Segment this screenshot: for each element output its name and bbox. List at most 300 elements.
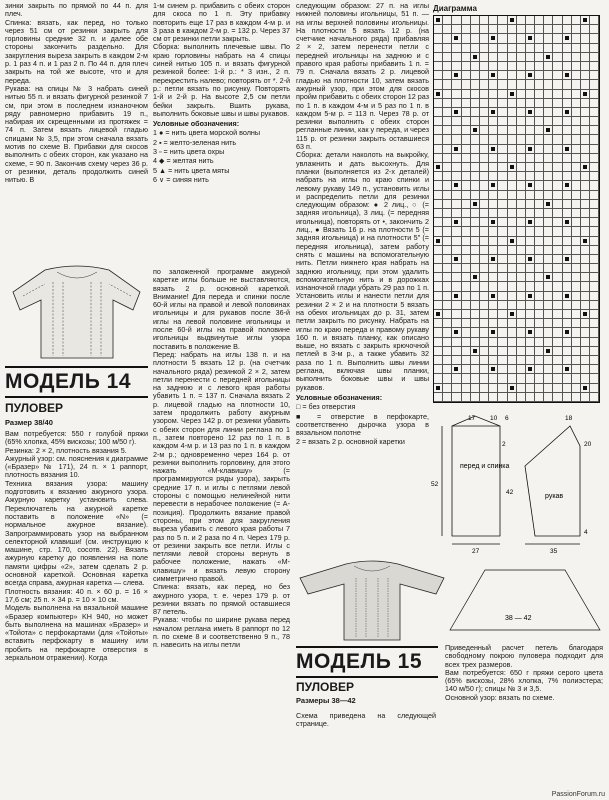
diagram-cell — [563, 16, 572, 25]
diagram-cell — [526, 163, 535, 172]
diagram-cell — [508, 282, 517, 291]
diagram-cell — [443, 181, 452, 190]
diagram-cell — [471, 135, 480, 144]
diagram-cell — [526, 62, 535, 71]
diagram-cell — [443, 16, 452, 25]
diagram-cell — [581, 237, 590, 246]
dim-4: 4 — [584, 529, 588, 536]
diagram-cell — [508, 393, 517, 402]
divider — [5, 396, 148, 398]
diagram-cell — [471, 384, 480, 393]
diagram-cell — [489, 90, 498, 99]
diagram-cell — [572, 62, 581, 71]
diagram-cell — [572, 99, 581, 108]
diagram-cell — [443, 209, 452, 218]
diagram-cell — [452, 347, 461, 356]
diagram-cell — [563, 172, 572, 181]
diagram-cell — [480, 108, 489, 117]
label-sleeve: рукав — [545, 493, 564, 500]
diagram-cell — [434, 328, 443, 337]
diagram-cell — [526, 90, 535, 99]
diagram-cell — [590, 374, 599, 383]
diagram-cell — [480, 99, 489, 108]
diagram-cell — [489, 108, 498, 117]
diagram-cell — [508, 246, 517, 255]
diagram-cell — [572, 393, 581, 402]
diagram-cell — [581, 80, 590, 89]
diagram-cell — [526, 365, 535, 374]
diagram-cell — [498, 90, 507, 99]
diagram-cell — [462, 172, 471, 181]
diagram-cell — [489, 53, 498, 62]
diagram-cell — [553, 44, 562, 53]
diagram-cell — [563, 365, 572, 374]
diagram-cell — [581, 16, 590, 25]
diagram-cell — [452, 273, 461, 282]
diagram-cell — [526, 108, 535, 117]
diagram-cell — [498, 393, 507, 402]
diagram-cell — [553, 338, 562, 347]
diagram-cell — [572, 108, 581, 117]
diagram-cell — [443, 292, 452, 301]
diagram-cell — [508, 80, 517, 89]
diagram-cell — [590, 384, 599, 393]
diagram-cell — [590, 393, 599, 402]
diagram-cell — [590, 135, 599, 144]
diagram-cell — [443, 154, 452, 163]
diagram-cell — [517, 264, 526, 273]
diagram-cell — [526, 71, 535, 80]
diagram-cell — [517, 191, 526, 200]
diagram-cell — [526, 393, 535, 402]
diagram-cell — [526, 34, 535, 43]
diagram-cell — [508, 53, 517, 62]
diagram-cell — [489, 154, 498, 163]
diagram-cell — [462, 338, 471, 347]
diagram-cell — [452, 218, 461, 227]
diagram-cell — [462, 126, 471, 135]
diagram-cell — [508, 126, 517, 135]
diagram-cell — [489, 16, 498, 25]
diagram-cell — [462, 191, 471, 200]
diagram-cell — [508, 191, 517, 200]
diagram-cell — [572, 338, 581, 347]
diagram-cell — [563, 273, 572, 282]
diagram-cell — [452, 365, 461, 374]
diagram-cell — [535, 356, 544, 365]
diagram-cell — [572, 209, 581, 218]
diagram-cell — [581, 172, 590, 181]
diagram-cell — [572, 246, 581, 255]
diagram-cell — [544, 301, 553, 310]
diagram-cell — [452, 209, 461, 218]
diagram-cell — [544, 310, 553, 319]
diagram-cell — [581, 145, 590, 154]
diagram-cell — [452, 227, 461, 236]
diagram-grid — [433, 15, 600, 403]
diagram-cell — [443, 310, 452, 319]
diagram-cell — [535, 117, 544, 126]
diagram-cell — [498, 172, 507, 181]
diagram-cell — [553, 237, 562, 246]
diagram-cell — [553, 374, 562, 383]
diagram-cell — [590, 347, 599, 356]
diagram-cell — [498, 25, 507, 34]
diagram-cell — [535, 237, 544, 246]
diagram-cell — [489, 163, 498, 172]
diagram-cell — [508, 264, 517, 273]
diagram-cell — [581, 384, 590, 393]
diagram-cell — [563, 282, 572, 291]
diagram-cell — [462, 34, 471, 43]
legend-item: 4 ◆ = желтая нить — [153, 156, 214, 166]
diagram-cell — [572, 310, 581, 319]
diagram-cell — [443, 237, 452, 246]
diagram-cell — [471, 292, 480, 301]
column-3-bottom-text — [445, 644, 603, 703]
diagram-cell — [590, 163, 599, 172]
diagram-cell — [434, 154, 443, 163]
diagram-cell — [581, 181, 590, 190]
diagram-cell — [471, 126, 480, 135]
diagram-cell — [572, 347, 581, 356]
diagram-cell — [508, 384, 517, 393]
diagram-cell — [553, 25, 562, 34]
diagram-cell — [434, 145, 443, 154]
diagram-cell — [498, 135, 507, 144]
diagram-cell — [581, 292, 590, 301]
diagram-cell — [443, 90, 452, 99]
diagram-cell — [544, 108, 553, 117]
diagram-cell — [526, 264, 535, 273]
diagram-cell — [572, 356, 581, 365]
diagram-cell — [581, 163, 590, 172]
diagram-cell — [480, 80, 489, 89]
diagram-cell — [563, 384, 572, 393]
diagram-cell — [590, 255, 599, 264]
diagram-cell — [471, 356, 480, 365]
diagram-cell — [563, 264, 572, 273]
legend-item: 6 ∨ = синяя нить — [153, 174, 209, 184]
diagram-cell — [443, 338, 452, 347]
diagram-cell — [462, 53, 471, 62]
diagram-cell — [508, 135, 517, 144]
diagram-cell — [572, 227, 581, 236]
diagram-cell — [434, 310, 443, 319]
diagram-cell — [452, 99, 461, 108]
diagram-cell — [553, 62, 562, 71]
diagram-cell — [563, 62, 572, 71]
dim-6: 6 — [505, 415, 509, 422]
diagram-cell — [462, 246, 471, 255]
diagram-cell — [517, 218, 526, 227]
diagram-cell — [452, 25, 461, 34]
diagram-cell — [526, 209, 535, 218]
diagram-cell — [590, 209, 599, 218]
diagram-cell — [452, 301, 461, 310]
diagram-cell — [517, 145, 526, 154]
diagram-cell — [517, 108, 526, 117]
legend-item: 2 ▪ = желто-зеленая нить — [153, 137, 237, 147]
diagram-cell — [553, 200, 562, 209]
diagram-cell — [480, 154, 489, 163]
diagram-cell — [590, 246, 599, 255]
diagram-cell — [452, 191, 461, 200]
diagram-cell — [553, 227, 562, 236]
diagram-cell — [553, 163, 562, 172]
diagram-cell — [581, 264, 590, 273]
diagram-cell — [508, 301, 517, 310]
diagram-cell — [462, 218, 471, 227]
diagram-cell — [452, 319, 461, 328]
diagram-cell — [452, 71, 461, 80]
diagram-cell — [553, 53, 562, 62]
diagram-cell — [581, 227, 590, 236]
diagram-cell — [498, 292, 507, 301]
diagram-cell — [471, 71, 480, 80]
diagram-cell — [508, 227, 517, 236]
diagram-cell — [489, 62, 498, 71]
diagram-cell — [434, 16, 443, 25]
diagram-cell — [462, 44, 471, 53]
diagram-cell — [508, 374, 517, 383]
diagram-cell — [498, 246, 507, 255]
diagram-cell — [489, 99, 498, 108]
column-1-top-text — [5, 2, 148, 186]
diagram-cell — [590, 301, 599, 310]
diagram-cell — [443, 374, 452, 383]
legend-title: Условные обозначения: — [296, 392, 383, 402]
divider — [296, 676, 438, 678]
diagram-cell — [434, 227, 443, 236]
diagram-cell — [526, 25, 535, 34]
diagram-cell — [526, 117, 535, 126]
diagram-cell — [443, 273, 452, 282]
diagram-cell — [535, 135, 544, 144]
diagram-cell — [434, 200, 443, 209]
diagram-cell — [498, 237, 507, 246]
diagram-cell — [535, 246, 544, 255]
diagram-cell — [572, 34, 581, 43]
diagram-cell — [480, 25, 489, 34]
diagram-cell — [498, 282, 507, 291]
diagram-cell — [563, 117, 572, 126]
diagram-cell — [544, 99, 553, 108]
diagram-cell — [572, 16, 581, 25]
diagram-cell — [443, 99, 452, 108]
diagram-cell — [462, 25, 471, 34]
diagram-cell — [517, 384, 526, 393]
diagram-cell — [526, 99, 535, 108]
diagram-cell — [443, 227, 452, 236]
diagram-cell — [480, 117, 489, 126]
diagram-cell — [434, 99, 443, 108]
diagram-cell — [535, 328, 544, 337]
diagram-cell — [508, 62, 517, 71]
model-14-title: МОДЕЛЬ 14 — [5, 370, 132, 393]
diagram-cell — [526, 246, 535, 255]
diagram-cell — [517, 338, 526, 347]
diagram-cell — [563, 126, 572, 135]
diagram-cell — [526, 227, 535, 236]
diagram-cell — [563, 218, 572, 227]
model-14-subtitle: ПУЛОВЕР — [5, 401, 64, 415]
diagram-cell — [462, 384, 471, 393]
diagram-cell — [572, 44, 581, 53]
diagram-cell — [434, 237, 443, 246]
diagram-cell — [553, 126, 562, 135]
diagram-cell — [480, 181, 489, 190]
diagram-cell — [572, 319, 581, 328]
diagram-cell — [434, 255, 443, 264]
diagram-cell — [563, 227, 572, 236]
diagram-cell — [517, 80, 526, 89]
diagram-cell — [590, 319, 599, 328]
diagram-cell — [517, 356, 526, 365]
diagram-cell — [526, 347, 535, 356]
diagram-cell — [508, 273, 517, 282]
diagram-cell — [434, 191, 443, 200]
diagram-cell — [526, 301, 535, 310]
diagram-cell — [544, 44, 553, 53]
diagram-cell — [498, 62, 507, 71]
schema-sizes: 38 — 42 — [505, 615, 532, 622]
diagram-cell — [480, 347, 489, 356]
diagram-cell — [581, 365, 590, 374]
diagram-cell — [590, 44, 599, 53]
diagram-cell — [526, 126, 535, 135]
diagram-cell — [581, 356, 590, 365]
diagram-cell — [581, 200, 590, 209]
diagram-cell — [535, 181, 544, 190]
diagram-cell — [572, 264, 581, 273]
dim-35: 35 — [550, 548, 558, 555]
diagram-cell — [489, 34, 498, 43]
diagram-cell — [462, 292, 471, 301]
diagram-cell — [480, 393, 489, 402]
diagram-cell — [544, 246, 553, 255]
diagram-cell — [526, 237, 535, 246]
diagram-cell — [563, 181, 572, 190]
diagram-cell — [535, 99, 544, 108]
diagram-cell — [462, 108, 471, 117]
diagram-cell — [498, 181, 507, 190]
diagram-cell — [563, 292, 572, 301]
diagram-cell — [581, 191, 590, 200]
diagram-cell — [452, 117, 461, 126]
diagram-cell — [572, 80, 581, 89]
diagram-cell — [581, 44, 590, 53]
diagram-cell — [480, 282, 489, 291]
diagram-cell — [553, 328, 562, 337]
diagram-cell — [489, 273, 498, 282]
diagram-cell — [572, 181, 581, 190]
diagram-cell — [544, 117, 553, 126]
diagram-cell — [489, 365, 498, 374]
diagram-cell — [590, 80, 599, 89]
diagram-cell — [526, 135, 535, 144]
diagram-cell — [572, 126, 581, 135]
diagram-cell — [462, 99, 471, 108]
knitting-diagram — [433, 4, 605, 403]
diagram-cell — [462, 347, 471, 356]
diagram-cell — [462, 163, 471, 172]
diagram-cell — [535, 154, 544, 163]
diagram-cell — [471, 181, 480, 190]
diagram-cell — [498, 319, 507, 328]
diagram-cell — [489, 282, 498, 291]
diagram-cell — [498, 347, 507, 356]
diagram-cell — [443, 191, 452, 200]
diagram-cell — [480, 365, 489, 374]
diagram-cell — [480, 209, 489, 218]
diagram-cell — [535, 62, 544, 71]
diagram-cell — [581, 34, 590, 43]
diagram-cell — [434, 71, 443, 80]
diagram-cell — [544, 191, 553, 200]
diagram-cell — [508, 347, 517, 356]
text-block: по заложенной программе ажурной каретке иглы больше не выставляются, вязать 2 р. основной кареткой. Внимание! Для переда и спинки после 60-й иглы на правой и левой половинах игольницы и для рукавов после 36-й иглы на левой половине игольницы и после 60-й иглы на правой половине игольницы выдвинутые иглы узора поставить в положение В. Перед: набрать на иглы 138 п. и на плотности 5 вязать 12 р. (на счетчик начального ряда) резинкой 2 × 2, затем петли перенести с передней игольницы на заднюю и с левого края работы убавить 1 п. = 137 п. Сначала вязать 2 р. лицевой гладью на плотности 10, затем продолжить работу ажурным узором. Через 142 р. от резинки убавить с обеих сторон для линии реглана по 1 п., затем повторено 12 раз по 1 п. в каждом 4-м р. и 13 раз по 1 п. в каждом 2-м р.; одновременно через 164 р. от резинки выполнить горловину, для этого нажать «M-клавишу» (= программируются ряды узора), закрыть средние 17 п. и иглы с петлями левой стороны с помощью нелинейной нити перевести в нерабочее положение (= А-позиция). Продолжить вязание правой стороны, при этом для закругления выреза убавить с левого края работы 7 раз по 5 п. и 2 раза по 4 п. Через 179 р. от резинки закрыть все петли. Иглы с петлями левой стороны вернуть в рабочее положение, нажать «M-клавишу» и вязать левую сторону симметрично правой. Спинка: вязать, как перед, но без ажурного узора, т. е. через 179 р. от резинки вязать по прямой оставшиеся 87 петель. Рукава: чтобы по ширине рукава перед началом реглана иметь 8 раппорт по 12 п. по схеме 8 и соответственно 9 п., 78 п. навесить на иглы петли — [153, 267, 290, 650]
diagram-cell — [489, 328, 498, 337]
diagram-cell — [590, 356, 599, 365]
diagram-cell — [462, 62, 471, 71]
diagram-cell — [471, 365, 480, 374]
diagram-cell — [471, 62, 480, 71]
diagram-cell — [480, 328, 489, 337]
diagram-cell — [544, 163, 553, 172]
diagram-cell — [443, 255, 452, 264]
diagram-cell — [535, 218, 544, 227]
diagram-cell — [508, 200, 517, 209]
diagram-cell — [452, 393, 461, 402]
diagram-cell — [498, 53, 507, 62]
diagram-cell — [498, 16, 507, 25]
diagram-cell — [563, 328, 572, 337]
diagram-cell — [553, 384, 562, 393]
diagram-cell — [452, 126, 461, 135]
diagram-cell — [489, 319, 498, 328]
diagram-cell — [480, 273, 489, 282]
diagram-cell — [498, 34, 507, 43]
diagram-cell — [462, 301, 471, 310]
diagram-cell — [471, 393, 480, 402]
diagram-cell — [452, 310, 461, 319]
diagram-cell — [471, 117, 480, 126]
diagram-cell — [563, 237, 572, 246]
diagram-cell — [563, 34, 572, 43]
diagram-cell — [590, 282, 599, 291]
diagram-cell — [480, 218, 489, 227]
text-block: зинки закрыть по прямой по 44 п. для плеч. Спинка: вязать, как перед, но только через 51 см от резинки закрыть для горловины средние 32 п. и далее обе стороны закончить раздельно. Для закругления выреза закрыть в каждом 2-м р. 1 раз 4 п. и 1 раз 2 п. По 44 п. для плеч закрыть на той же высоте, что и для переда. Рукава: на спицы № 3 набрать синей нитью 55 п. и вязать фигурной резинкой 7 см, при этом в последнем изнаночном ряду равномерно прибавить 19 п., набирая их скрещенными из протяжек = 74 п. Затем вязать лицевой гладью спицами № 3,5, при этом сначала вязать мотив по схеме В. Прибавки для скосов выполнить с обеих сторон, как указано на схеме, = 90 п. Закончив схему через 36 р. от резинки, деталь продолжить синей нитью. В — [5, 1, 148, 185]
diagram-cell — [572, 365, 581, 374]
diagram-cell — [452, 145, 461, 154]
diagram-cell — [526, 16, 535, 25]
diagram-cell — [535, 301, 544, 310]
diagram-cell — [434, 301, 443, 310]
diagram-cell — [434, 264, 443, 273]
diagram-cell — [544, 273, 553, 282]
diagram-cell — [526, 310, 535, 319]
diagram-cell — [489, 347, 498, 356]
diagram-cell — [434, 292, 443, 301]
diagram-cell — [462, 181, 471, 190]
diagram-cell — [563, 356, 572, 365]
diagram-cell — [498, 328, 507, 337]
diagram-cell — [471, 191, 480, 200]
diagram-cell — [508, 71, 517, 80]
diagram-cell — [434, 62, 443, 71]
diagram-cell — [489, 126, 498, 135]
